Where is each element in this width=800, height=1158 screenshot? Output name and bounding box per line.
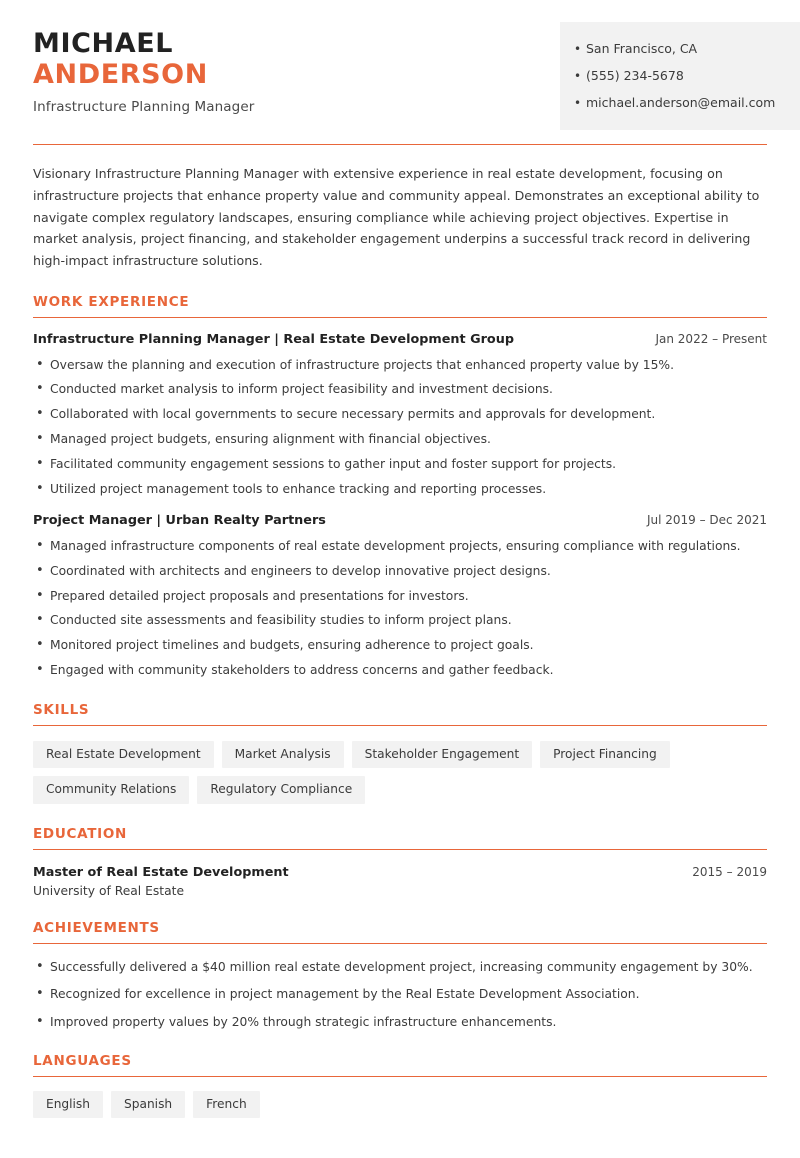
experience-bullet: • Conducted site assessments and feasibility studies to inform project plans. — [33, 611, 767, 629]
section-title-work-experience: WORK EXPERIENCE — [33, 293, 190, 310]
section-rule — [33, 943, 767, 944]
bullet-icon: • — [574, 95, 582, 110]
contact-email-text: michael.anderson@email.com — [586, 94, 776, 110]
section-work-experience — [33, 294, 767, 680]
section-title-languages: LANGUAGES — [33, 1052, 132, 1069]
languages-chip-list — [33, 1091, 767, 1118]
section-rule — [33, 725, 767, 726]
experience-date: Jan 2022 – Present — [655, 331, 767, 346]
contact-email[interactable] — [574, 90, 782, 117]
skill-chip: Stakeholder Engagement — [352, 741, 533, 768]
skill-chip: Market Analysis — [222, 741, 344, 768]
professional-summary: Visionary Infrastructure Planning Manager with extensive experience in real estate development, focusing on infrastructure projects that enhance property value and community appeal. Demonstrates an exceptional ability to navigate complex regulatory landscapes, ensuring compliance while achieving project objectives. Expertise in market analysis, project financing, and stakeholder engagement underpins a successful track record in delivering high-impact infrastructure solutions. — [33, 166, 760, 268]
resume-header — [0, 0, 800, 130]
achievements-list — [33, 958, 767, 1031]
section-languages — [33, 1053, 767, 1118]
education-school: University of Real Estate — [33, 883, 185, 898]
last-name: ANDERSON — [33, 59, 208, 91]
bullet-icon: • — [574, 68, 582, 83]
experience-entry — [33, 513, 767, 680]
experience-bullet: • Oversaw the planning and execution of infrastructure projects that enhanced property value by 15%. — [33, 356, 767, 374]
experience-bullet-list — [33, 537, 767, 680]
section-rule — [33, 317, 767, 318]
section-title-education: EDUCATION — [33, 825, 128, 842]
skill-chip: Regulatory Compliance — [197, 776, 365, 803]
education-degree: Master of Real Estate Development — [33, 864, 289, 880]
section-rule — [33, 849, 767, 850]
education-date: 2015 – 2019 — [692, 864, 767, 879]
experience-title: Infrastructure Planning Manager | Real Estate Development Group — [33, 331, 514, 347]
contact-location-text: San Francisco, CA — [586, 41, 698, 56]
language-chip: Spanish — [111, 1091, 185, 1118]
experience-entry — [33, 332, 767, 499]
experience-date: Jul 2019 – Dec 2021 — [646, 512, 767, 527]
section-title-skills: SKILLS — [33, 701, 90, 718]
experience-bullet: • Monitored project timelines and budgets, ensuring adherence to project goals. — [33, 636, 767, 654]
header-divider — [33, 144, 767, 145]
section-achievements — [33, 920, 767, 1031]
experience-bullet: • Engaged with community stakeholders to address concerns and gather feedback. — [33, 661, 767, 679]
language-chip: English — [33, 1091, 103, 1118]
skills-chip-list — [33, 741, 767, 804]
experience-entry-head — [33, 513, 767, 528]
experience-entry-head — [33, 332, 767, 347]
experience-bullet-list — [33, 356, 767, 499]
identity-block — [33, 22, 254, 115]
achievement-item: • Successfully delivered a $40 million real estate development project, increasing community engagement by 30%. — [33, 958, 767, 976]
experience-bullet: • Facilitated community engagement sessions to gather input and foster support for projects. — [33, 455, 767, 473]
bullet-icon: • — [574, 42, 582, 56]
experience-bullet: • Utilized project management tools to enhance tracking and reporting processes. — [33, 480, 767, 498]
contact-phone-text: (555) 234-5678 — [586, 67, 684, 83]
achievement-item: • Recognized for excellence in project management by the Real Estate Development Association. — [33, 985, 767, 1003]
contact-phone — [574, 63, 782, 90]
skill-chip: Real Estate Development — [33, 741, 214, 768]
section-title-achievements: ACHIEVEMENTS — [33, 919, 160, 936]
experience-bullet: • Managed project budgets, ensuring alignment with financial objectives. — [33, 430, 767, 448]
contact-box — [560, 22, 800, 130]
experience-bullet: • Conducted market analysis to inform project feasibility and investment decisions. — [33, 380, 767, 398]
experience-bullet: • Prepared detailed project proposals and presentations for investors. — [33, 587, 767, 605]
skill-chip: Project Financing — [540, 741, 670, 768]
education-entry — [33, 865, 767, 898]
experience-bullet: • Managed infrastructure components of real estate development projects, ensuring compliance with regulations. — [33, 537, 767, 555]
page-bottom-spacer — [33, 1118, 767, 1158]
achievement-item: • Improved property values by 20% through strategic infrastructure enhancements. — [33, 1013, 767, 1031]
experience-bullet: • Coordinated with architects and engineers to develop innovative project designs. — [33, 562, 767, 580]
education-entry-head — [33, 865, 767, 880]
job-title: Infrastructure Planning Manager — [33, 99, 255, 116]
section-skills — [33, 702, 767, 804]
skill-chip: Community Relations — [33, 776, 189, 803]
experience-bullet: • Collaborated with local governments to secure necessary permits and approvals for development. — [33, 405, 767, 423]
language-chip: French — [193, 1091, 260, 1118]
resume-body — [0, 163, 800, 1158]
first-name: MICHAEL — [33, 28, 174, 59]
contact-location — [574, 36, 782, 63]
section-rule — [33, 1076, 767, 1077]
experience-title: Project Manager | Urban Realty Partners — [33, 512, 326, 528]
section-education — [33, 826, 767, 898]
